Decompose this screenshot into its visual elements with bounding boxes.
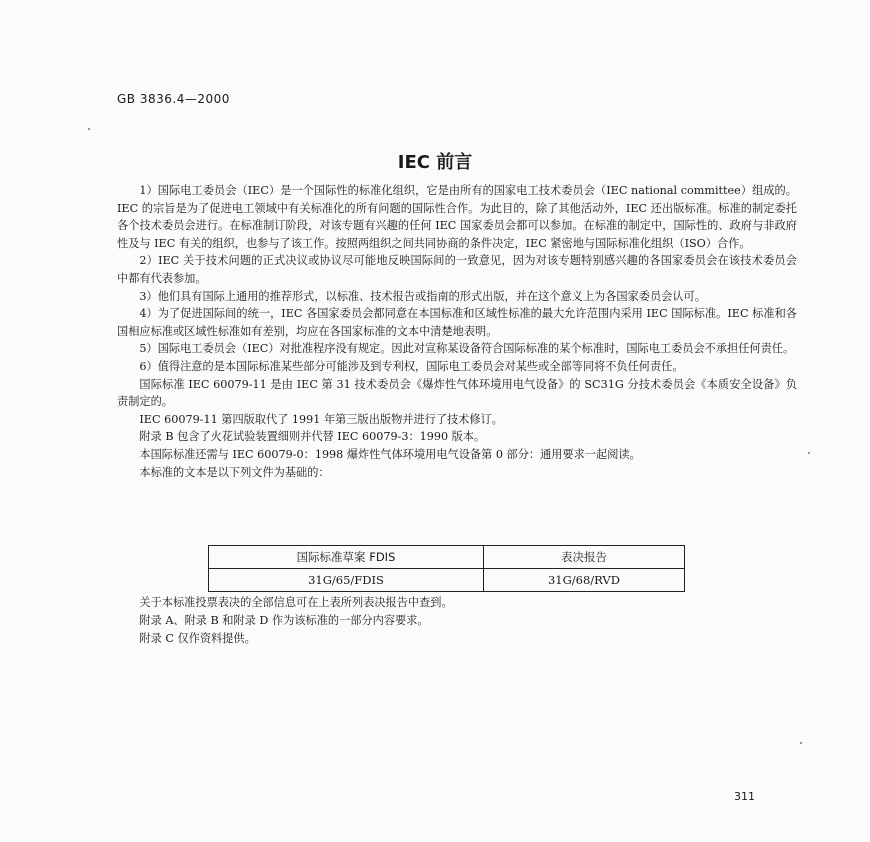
paragraph: 本国际标准还需与 IEC 60079-0：1998 爆炸性气体环境用电气设备第 0 部分：通用要求一起阅读。 xyxy=(139,447,641,461)
paragraph: 6）值得注意的是本国际标准某些部分可能涉及到专利权，国际电工委员会对某些或全部等同将不负任何责任。 xyxy=(139,359,684,373)
paragraph: IEC 60079-11 第四版取代了 1991 年第三版出版物并进行了技术修订。 xyxy=(139,412,503,426)
paragraph: 本标准的文本是以下列文件为基础的： xyxy=(139,465,330,479)
table-cell: 31G/68/RVD xyxy=(483,569,684,592)
paragraph: 附录 A、附录 B 和附录 D 作为该标准的一部分内容要求。 xyxy=(139,614,429,627)
table-row xyxy=(209,569,685,592)
paragraph: 附录 B 包含了火花试验装置细则并代替 IEC 60079-3：1990 版本。 xyxy=(139,430,486,444)
basis-documents-table xyxy=(208,545,685,592)
scan-speck xyxy=(800,742,802,744)
table-header-cell: 国际标准草案 FDIS xyxy=(209,546,484,569)
paragraph: 3）他们具有国际上通用的推荐形式，以标准、技术报告或指南的形式出版，并在这个意义上为各国家委员会认可。 xyxy=(139,289,706,303)
page-number: 311 xyxy=(734,790,755,803)
paragraph: 2）IEC 关于技术问题的正式决议或协议尽可能地反映国际间的一致意见，因为对该专题特别感兴趣的各国家委员会在该技术委员会中都有代表参加。 xyxy=(117,254,797,285)
paragraph: 1）国际电工委员会（IEC）是一个国际性的标准化组织，它是由所有的国家电工技术委员会（IEC national committee）组成的。IEC 的宗旨是为了促进电工领域中有关标准化的所有问题的国际性合作。为此目的，除了其他活动外，IEC 还出版标准。标准的制定委托各个技术委员会进行。在标准制订阶段，对该专题有兴趣的任何 IEC 国家委员会都可以参加。在标准的制定中，国际性的、政府与非政府性及与 IEC 有关的组织，也参与了该工作。按照两组织之间共同协商的条件决定，IEC 紧密地与国际标准化组织（ISO）合作。 xyxy=(117,184,797,250)
paragraph: 关于本标准投票表决的全部信息可在上表所列表决报告中查到。 xyxy=(139,596,453,609)
paragraph: 5）国际电工委员会（IEC）对批准程序没有规定。因此对宣称某设备符合国际标准的某个标准时，国际电工委员会不承担任何责任。 xyxy=(139,342,795,356)
standard-number: GB 3836.4—2000 xyxy=(117,92,230,106)
paragraph: 国际标准 IEC 60079-11 是由 IEC 第 31 技术委员会《爆炸性气体环境用电气设备》的 SC31G 分技术委员会《本质安全设备》负责制定的。 xyxy=(117,377,797,409)
scan-speck xyxy=(88,128,90,130)
table-header-row xyxy=(209,546,685,569)
closing-notes xyxy=(117,594,797,648)
paragraph: 4）为了促进国际间的统一，IEC 各国家委员会都同意在本国标准和区域性标准的最大允许范围内采用 IEC 国际标准。IEC 标准和各国相应标准或区域性标准如有差别，均应在各国家标准的文本中清楚地表明。 xyxy=(117,307,797,338)
paragraph: 附录 C 仅作资料提供。 xyxy=(139,632,256,645)
table-cell: 31G/65/FDIS xyxy=(209,569,484,592)
scan-speck xyxy=(808,452,810,454)
foreword-body xyxy=(117,182,797,481)
page-title: IEC 前言 xyxy=(397,152,473,173)
table-header-cell: 表决报告 xyxy=(483,546,684,569)
